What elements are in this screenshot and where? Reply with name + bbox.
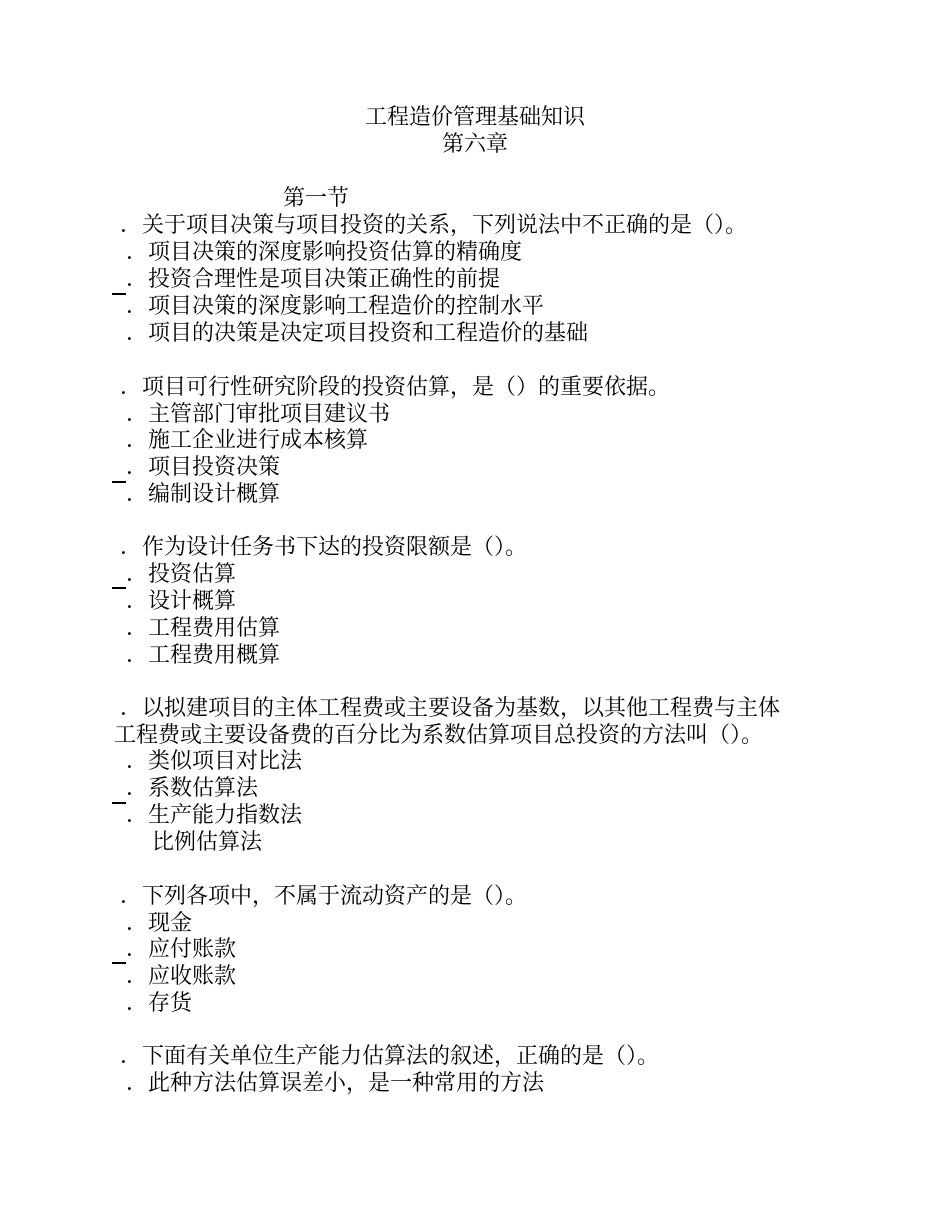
option-a: ．此种方法估算误差小，是一种常用的方法 xyxy=(126,1071,545,1096)
option-a: ．项目决策的深度影响投资估算的精确度 xyxy=(126,240,523,265)
option-b: ．施工企业进行成本核算 xyxy=(126,428,369,453)
answer-mark xyxy=(112,587,126,589)
option-b: ．设计概算 xyxy=(126,589,237,614)
document-title: 工程造价管理基础知识 xyxy=(364,105,585,130)
option-d: ．编制设计概算 xyxy=(126,482,281,507)
question-stem: ．下面有关单位生产能力估算法的叙述，正确的是（）。 xyxy=(120,1044,660,1069)
option-a: ．投资估算 xyxy=(126,562,237,587)
question-stem: ．项目可行性研究阶段的投资估算，是（）的重要依据。 xyxy=(120,375,671,400)
option-c: ．应收账款 xyxy=(126,964,237,989)
option-c: ．项目投资决策 xyxy=(126,455,281,480)
option-d: ．存货 xyxy=(126,991,193,1016)
option-d: 比例估算法 xyxy=(152,830,263,855)
option-b: ．系数估算法 xyxy=(126,776,259,801)
question-stem: ．以拟建项目的主体工程费或主要设备为基数，以其他工程费与主体 xyxy=(120,696,781,721)
option-c: ．工程费用估算 xyxy=(126,616,281,641)
option-d: ．项目的决策是决定项目投资和工程造价的基础 xyxy=(126,321,589,346)
answer-mark xyxy=(112,293,126,295)
answer-mark xyxy=(112,962,126,964)
option-c: ．生产能力指数法 xyxy=(126,803,303,828)
option-a: ．主管部门审批项目建议书 xyxy=(126,402,391,427)
question-stem-continued: 工程费或主要设备费的百分比为系数估算项目总投资的方法叫（）。 xyxy=(114,723,764,748)
question-stem: ．关于项目决策与项目投资的关系，下列说法中不正确的是（）。 xyxy=(120,213,748,238)
option-b: ．投资合理性是项目决策正确性的前提 xyxy=(126,267,501,292)
answer-mark xyxy=(112,802,126,804)
chapter-heading: 第六章 xyxy=(441,132,508,157)
option-d: ．工程费用概算 xyxy=(126,643,281,668)
answer-mark xyxy=(112,481,126,483)
question-stem: ．下列各项中，不属于流动资产的是（）。 xyxy=(120,884,528,909)
option-a: ．类似项目对比法 xyxy=(126,749,303,774)
section-heading: 第一节 xyxy=(283,186,350,211)
question-stem: ．作为设计任务书下达的投资限额是（）。 xyxy=(120,535,528,560)
option-c: ．项目决策的深度影响工程造价的控制水平 xyxy=(126,294,545,319)
option-a: ．现金 xyxy=(126,911,193,936)
option-b: ．应付账款 xyxy=(126,937,237,962)
